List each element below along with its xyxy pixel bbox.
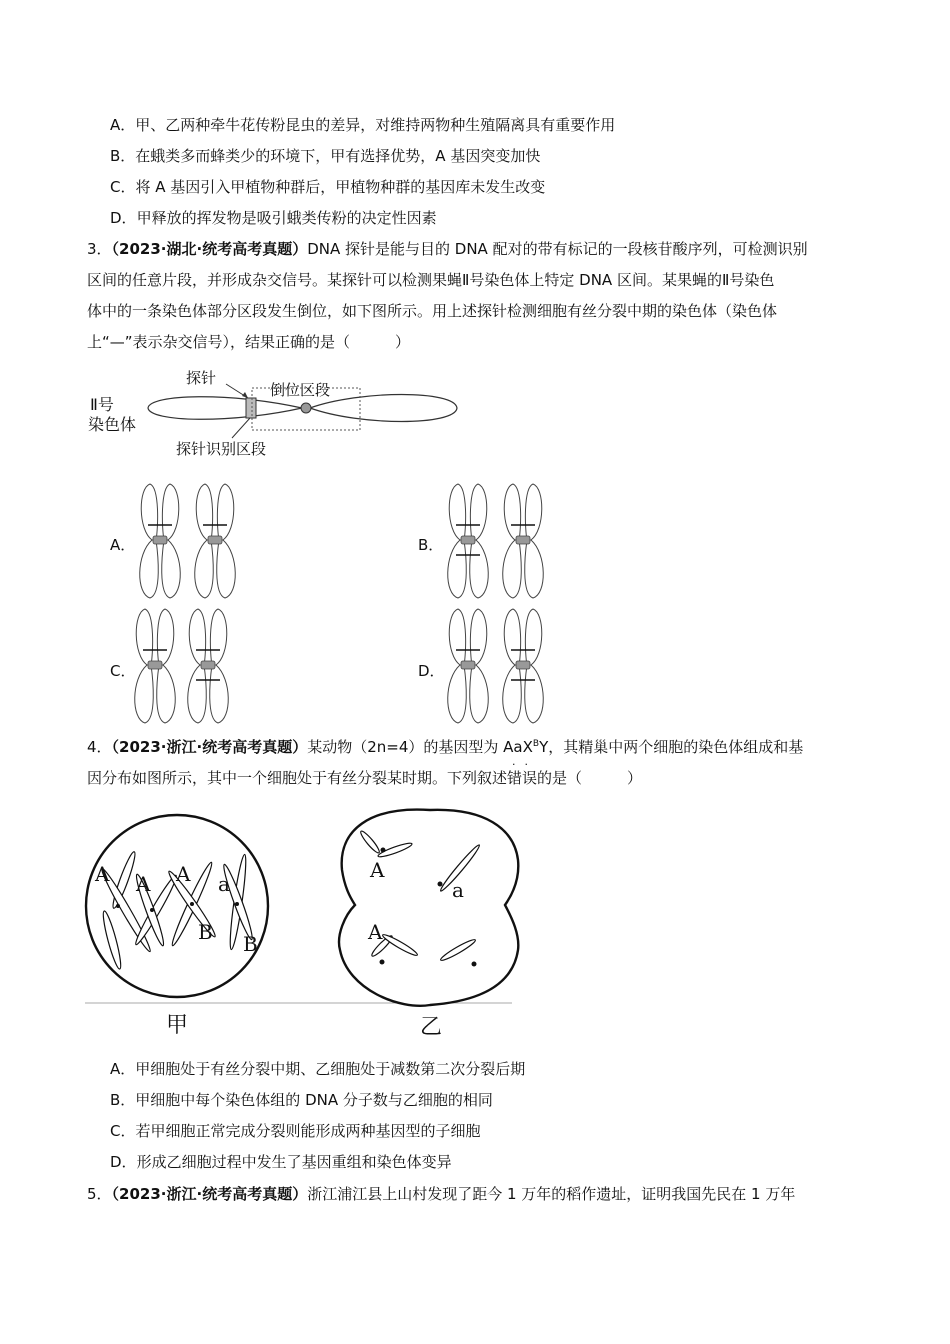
chromosome-label-1: Ⅱ号 [90, 395, 114, 414]
stem-text: DNA 探针是能与目的 DNA 配对的带有标记的一段核苷酸序列，可检测识别 [307, 240, 808, 258]
stem-text: 某动物（2n=4）的基因型为 AaX [307, 738, 533, 756]
option-text: 将 A 基因引入甲植物种群后，甲植物种群的基因库未发生改变 [135, 178, 546, 196]
option-text: 甲细胞中每个染色体组的 DNA 分子数与乙细胞的相同 [135, 1091, 493, 1109]
gene-label-A-3: A [176, 862, 191, 886]
probe-label: 探针 [186, 369, 217, 387]
q5-stem-line-1 [87, 1184, 795, 1204]
gene-label-A-4: A [370, 858, 385, 882]
option-key: D． [110, 209, 137, 227]
stem-text: 浙江浦江县上山村发现了距今 1 万年的稻作遗址，证明我国先民在 1 万年 [307, 1185, 796, 1203]
inversion-label: 倒位区段 [270, 381, 331, 399]
option-text: 甲细胞处于有丝分裂中期、乙细胞处于减数第二次分裂后期 [135, 1060, 526, 1078]
stem-text-post: 的是（ ） [537, 769, 643, 787]
q4-option-c[interactable] [110, 1121, 481, 1141]
superscript-b: B [532, 739, 540, 749]
q3-option-b-label[interactable]: B． [418, 536, 444, 554]
option-key: C． [110, 178, 136, 196]
q4-option-a[interactable] [110, 1059, 525, 1079]
option-key: C． [110, 1122, 136, 1140]
option-key: A． [110, 116, 136, 134]
q4-option-d[interactable] [110, 1152, 452, 1172]
gene-label-A-1: A [95, 862, 110, 886]
option-text: 甲释放的挥发物是吸引蛾类传粉的决定性因素 [136, 209, 437, 227]
q3-stem-line-3: 体中的一条染色体部分区段发生倒位，如下图所示。用上述探针检测细胞有丝分裂中期的染色体（染色体 [87, 302, 778, 320]
question-number: 4． [87, 738, 112, 756]
option-key: D． [110, 1153, 137, 1171]
option-key: B． [110, 1091, 136, 1109]
option-text: 甲、乙两种牵牛花传粉昆虫的差异，对维持两物种生殖隔离具有重要作用 [135, 116, 616, 134]
stem-text: 因分布如图所示，其中一个细胞处于有丝分裂某时期。下列叙述 [87, 769, 508, 787]
gene-label-a-2: a [452, 878, 464, 902]
question-number: 5． [87, 1185, 112, 1203]
gene-label-A-2: A [136, 872, 151, 896]
option-key: B． [110, 147, 136, 165]
gene-label-B-2: B [243, 932, 258, 956]
question-number: 3． [87, 240, 112, 258]
option-text: 若甲细胞正常完成分裂则能形成两种基因型的子细胞 [135, 1122, 481, 1140]
question-source: （2023·浙江·统考高考真题） [111, 1185, 308, 1203]
option-text: 形成乙细胞过程中发生了基因重组和染色体变异 [136, 1153, 452, 1171]
emphasis-text: 错误 [507, 769, 538, 787]
gene-label-A-5: A [368, 920, 383, 944]
question-source: （2023·湖北·统考高考真题） [111, 240, 308, 258]
q4-option-b[interactable] [110, 1090, 493, 1110]
probe-region-label: 探针识别区段 [176, 440, 267, 458]
cell-jia-label: 甲 [166, 1013, 189, 1038]
gene-label-B-1: B [198, 920, 213, 944]
q3-option-a-label[interactable]: A． [110, 536, 136, 554]
emphasis-dots: ·· [512, 758, 538, 771]
stem-text-post: Y，其精巢中两个细胞的染色体组成和基 [539, 738, 804, 756]
option-key: A． [110, 1060, 136, 1078]
gene-label-a-1: a [218, 872, 230, 896]
chromosome-label-2: 染色体 [88, 415, 137, 434]
q3-option-c-label[interactable]: C． [110, 662, 136, 680]
q3-stem-line-2: 区间的任意片段，并形成杂交信号。某探针可以检测果蝇Ⅱ号染色体上特定 DNA 区间。某果蝇的Ⅱ号染色 [87, 271, 775, 289]
question-source: （2023·浙江·统考高考真题） [111, 738, 308, 756]
q3-stem-line-4: 上“—”表示杂交信号），结果正确的是（ ） [87, 333, 411, 351]
cell-yi-label: 乙 [420, 1015, 443, 1040]
option-text: 在蛾类多而蜂类少的环境下，甲有选择优势，A 基因突变加快 [135, 147, 541, 165]
q3-option-d-label[interactable]: D． [418, 662, 445, 680]
